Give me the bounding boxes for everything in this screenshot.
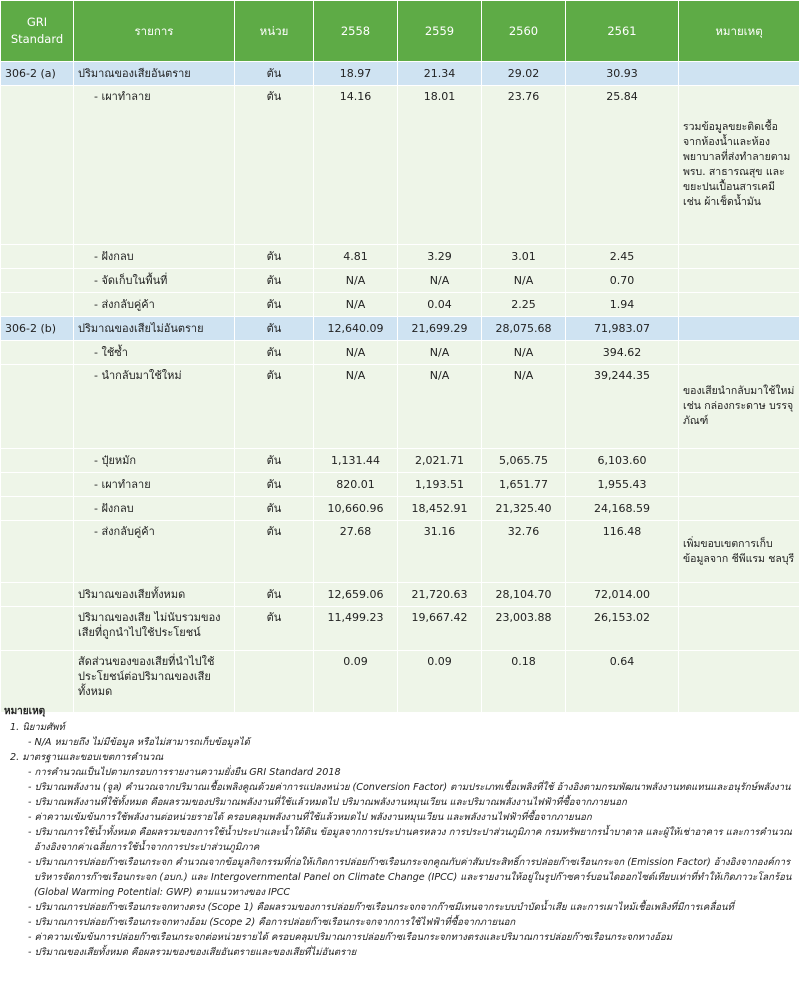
value-2558: N/A: [314, 269, 397, 292]
row-remark: [679, 583, 799, 606]
table-row: [1, 86, 799, 244]
table-row: [1, 497, 799, 520]
value-2558: 11,499.23: [314, 607, 397, 650]
row-unit: ตัน: [235, 607, 313, 650]
row-unit: ตัน: [235, 449, 313, 472]
table-row: [1, 293, 799, 316]
value-2559: 21.34: [398, 62, 481, 85]
row-unit: ตัน: [235, 317, 313, 340]
value-2561: 71,983.07: [566, 317, 678, 340]
row-unit: ตัน: [235, 497, 313, 520]
row-label: - ฝังกลบ: [74, 497, 234, 520]
value-2560: N/A: [482, 269, 565, 292]
header-gri-standard: GRI Standard: [1, 1, 73, 61]
footnote-item: - ปริมาณการปล่อยก๊าซเรือนกระจก คำนวณจากข้อมูลกิจกรรมที่ก่อให้เกิดการปล่อยก๊าซเรือนกระจกคูณกับค่าสัมประสิทธิ์การปล่อยก๊าซเรือนกระจก (Emission Factor) อ้างอิงจากองค์การบริหารจัดการก๊าซเรือนกระจก (อบก.) และ Intergovernmental Panel on Climate Change (IPCC) และรายงานให้อยู่ในรูปก๊าซคาร์บอนไดออกไซด์เทียบเท่าที่ทำให้เกิดภาวะโลกร้อน (Global Warming Potential: GWP) ตามแนวทางของ IPCC: [28, 857, 792, 898]
row-remark: [679, 449, 799, 472]
value-2560: 28,075.68: [482, 317, 565, 340]
row-remark: [679, 341, 799, 364]
header-2559: 2559: [398, 1, 481, 61]
row-label: - นำกลับมาใช้ใหม่: [74, 365, 234, 448]
value-2559: 19,667.42: [398, 607, 481, 650]
value-2558: 1,131.44: [314, 449, 397, 472]
row-label: ปริมาณของเสียทั้งหมด: [74, 583, 234, 606]
footnote-item: - ปริมาณพลังงาน (จูล) คำนวณจากปริมาณเชื้อเพลิงคูณด้วยค่าการแปลงหน่วย (Conversion Factor) ตามประเภทเชื้อเพลิงที่ใช้ อ้างอิงตามกรมพัฒนาพลังงานทดแทนและอนุรักษ์พลังงาน: [28, 782, 791, 793]
header-2560: 2560: [482, 1, 565, 61]
value-2558: 0.09: [314, 651, 397, 712]
value-2559: 21,699.29: [398, 317, 481, 340]
value-2559: N/A: [398, 269, 481, 292]
table-body: [1, 62, 799, 712]
value-2561: 1,955.43: [566, 473, 678, 496]
row-remark: [679, 497, 799, 520]
value-2561: 394.62: [566, 341, 678, 364]
row-unit: ตัน: [235, 62, 313, 85]
row-code: [1, 449, 73, 472]
row-label: - เผาทำลาย: [74, 86, 234, 244]
footnote-item: - N/A หมายถึง ไม่มีข้อมูล หรือไม่สามารถเก็บข้อมูลได้: [28, 737, 250, 748]
table-row: [1, 651, 799, 712]
footnotes-list: [4, 720, 796, 960]
value-2561: 24,168.59: [566, 497, 678, 520]
value-2558: 4.81: [314, 245, 397, 268]
row-unit: [235, 651, 313, 712]
value-2559: 1,193.51: [398, 473, 481, 496]
row-remark: [679, 62, 799, 85]
row-label: - ส่งกลับคู่ค้า: [74, 293, 234, 316]
row-code: [1, 583, 73, 606]
table-row: [1, 245, 799, 268]
footnote-item: - ปริมาณการปล่อยก๊าซเรือนกระจกทางอ้อม (Scope 2) คือการปล่อยก๊าซเรือนกระจกจากการใช้ไฟฟ้าที่ซื้อจากภายนอก: [28, 917, 516, 928]
table-row: [1, 365, 799, 448]
value-2559: 18,452.91: [398, 497, 481, 520]
row-remark: [679, 293, 799, 316]
row-remark: เพิ่มขอบเขตการเก็บข้อมูลจาก ชีพีแรม ชลบุรี: [679, 521, 799, 582]
row-label: ปริมาณของเสียไม่อันตราย: [74, 317, 234, 340]
footnote-item: - ค่าความเข้มข้นการใช้พลังงานต่อหน่วยรายได้ ครอบคลุมพลังงานที่ใช้แล้วหมดไป พลังงานหมุนเวียน และพลังงานไฟฟ้าที่ซื้อจากภายนอก: [28, 812, 592, 823]
row-label: สัดส่วนของของเสียที่นำไปใช้ประโยชน์ต่อปริมาณของเสียทั้งหมด: [74, 651, 234, 712]
row-remark: [679, 473, 799, 496]
header-2558: 2558: [314, 1, 397, 61]
value-2558: 14.16: [314, 86, 397, 244]
row-code: [1, 497, 73, 520]
table-row: [1, 449, 799, 472]
footnote-item: - ปริมาณของเสียทั้งหมด คือผลรวมของของเสียอันตรายและของเสียที่ไม่อันตราย: [28, 947, 357, 958]
value-2561: 72,014.00: [566, 583, 678, 606]
value-2559: 0.04: [398, 293, 481, 316]
value-2560: 23.76: [482, 86, 565, 244]
value-2560: 28,104.70: [482, 583, 565, 606]
value-2558: 12,659.06: [314, 583, 397, 606]
value-2560: 3.01: [482, 245, 565, 268]
value-2559: 3.29: [398, 245, 481, 268]
table-row: [1, 473, 799, 496]
value-2561: 1.94: [566, 293, 678, 316]
value-2559: 31.16: [398, 521, 481, 582]
row-code: 306-2 (b): [1, 317, 73, 340]
value-2559: N/A: [398, 365, 481, 448]
value-2559: N/A: [398, 341, 481, 364]
value-2561: 39,244.35: [566, 365, 678, 448]
row-remark: [679, 317, 799, 340]
value-2558: N/A: [314, 293, 397, 316]
value-2561: 2.45: [566, 245, 678, 268]
row-unit: ตัน: [235, 293, 313, 316]
footnote-item: - การคำนวณเป็นไปตามกรอบการรายงานความยั่งยืน GRI Standard 2018: [28, 767, 341, 778]
row-code: [1, 651, 73, 712]
row-unit: ตัน: [235, 341, 313, 364]
value-2561: 30.93: [566, 62, 678, 85]
value-2558: 10,660.96: [314, 497, 397, 520]
row-label: - ฝังกลบ: [74, 245, 234, 268]
row-code: [1, 293, 73, 316]
row-label: ปริมาณของเสีย ไม่นับรวมของเสียที่ถูกนำไปใช้ประโยชน์: [74, 607, 234, 650]
value-2560: N/A: [482, 365, 565, 448]
value-2558: N/A: [314, 365, 397, 448]
row-remark: [679, 607, 799, 650]
value-2558: 12,640.09: [314, 317, 397, 340]
row-label: - ส่งกลับคู่ค้า: [74, 521, 234, 582]
value-2560: 5,065.75: [482, 449, 565, 472]
row-code: [1, 341, 73, 364]
value-2559: 2,021.71: [398, 449, 481, 472]
value-2559: 0.09: [398, 651, 481, 712]
value-2560: 1,651.77: [482, 473, 565, 496]
row-remark: [679, 651, 799, 712]
table-row: [1, 607, 799, 650]
row-label: - ปุ๋ยหมัก: [74, 449, 234, 472]
table-row: [1, 521, 799, 582]
header-item: รายการ: [74, 1, 234, 61]
table-row: [1, 317, 799, 340]
row-unit: ตัน: [235, 269, 313, 292]
footnotes-title: หมายเหตุ: [4, 706, 46, 717]
table-row: [1, 583, 799, 606]
row-code: [1, 365, 73, 448]
value-2558: 820.01: [314, 473, 397, 496]
footnote-item: - ปริมาณพลังงานที่ใช้ทั้งหมด คือผลรวมของปริมาณพลังงานที่ใช้แล้วหมดไป ปริมาณพลังงานหมุนเวียน และปริมาณพลังงานไฟฟ้าที่ซื้อจากภายนอก: [28, 797, 627, 808]
value-2561: 0.64: [566, 651, 678, 712]
row-unit: ตัน: [235, 473, 313, 496]
value-2560: 32.76: [482, 521, 565, 582]
footnotes: [4, 704, 796, 960]
value-2560: 0.18: [482, 651, 565, 712]
row-label: - ใช้ซ้ำ: [74, 341, 234, 364]
value-2560: 21,325.40: [482, 497, 565, 520]
row-remark: รวมข้อมูลขยะติดเชื้อจากห้องน้ำและห้องพยาบาลที่ส่งทำลายตาม พรบ. สาธารณสุข และขยะปนเปื้อนสารเคมี เช่น ผ้าเช็ดน้ำมัน: [679, 86, 799, 244]
value-2558: N/A: [314, 341, 397, 364]
value-2560: N/A: [482, 341, 565, 364]
row-code: [1, 269, 73, 292]
value-2561: 0.70: [566, 269, 678, 292]
row-unit: ตัน: [235, 365, 313, 448]
table-row: [1, 62, 799, 85]
row-unit: ตัน: [235, 583, 313, 606]
value-2558: 27.68: [314, 521, 397, 582]
table-row: [1, 269, 799, 292]
footnote-item: - ปริมาณการปล่อยก๊าซเรือนกระจกทางตรง (Scope 1) คือผลรวมของการปล่อยก๊าซเรือนกระจกจากก๊าซมีเทนจากระบบบำบัดน้ำเสีย และการเผาไหม้เชื้อเพลิงที่มีการเคลื่อนที่: [28, 902, 734, 913]
row-code: [1, 473, 73, 496]
header-unit: หน่วย: [235, 1, 313, 61]
footnote-heading: 1. นิยามศัพท์: [10, 722, 65, 733]
row-remark: [679, 245, 799, 268]
row-unit: ตัน: [235, 86, 313, 244]
header-remark: หมายเหตุ: [679, 1, 799, 61]
footnote-heading: 2. มาตรฐานและขอบเขตการคำนวณ: [10, 752, 164, 763]
row-label: - จัดเก็บในพื้นที่: [74, 269, 234, 292]
row-remark: ของเสียนำกลับมาใช้ใหม่ เช่น กล่องกระดาษ บรรจุภัณฑ์: [679, 365, 799, 448]
value-2560: 2.25: [482, 293, 565, 316]
row-label: ปริมาณของเสียอันตราย: [74, 62, 234, 85]
row-label: - เผาทำลาย: [74, 473, 234, 496]
value-2560: 23,003.88: [482, 607, 565, 650]
value-2561: 6,103.60: [566, 449, 678, 472]
footnote-item: - ปริมาณการใช้น้ำทั้งหมด คือผลรวมของการใช้น้ำประปาและน้ำใต้ดิน ข้อมูลจากการประปานครหลวง การประปาส่วนภูมิภาค กรมทรัพยากรน้ำบาดาล และผู้ให้เช่าอาคาร และการคำนวณอ้างอิงจากค่าเฉลี่ยการใช้น้ำจากการประปาส่วนภูมิภาค: [28, 827, 792, 853]
table-header: [1, 1, 799, 61]
row-code: [1, 607, 73, 650]
row-code: [1, 245, 73, 268]
header-2561: 2561: [566, 1, 678, 61]
value-2561: 26,153.02: [566, 607, 678, 650]
row-remark: [679, 269, 799, 292]
row-code: [1, 86, 73, 244]
footnote-item: - ค่าความเข้มข้นการปล่อยก๊าซเรือนกระจกต่อหน่วยรายได้ ครอบคลุมปริมาณการปล่อยก๊าซเรือนกระจกทางตรงและปริมาณการปล่อยก๊าซเรือนกระจกทางอ้อม: [28, 932, 673, 943]
row-code: 306-2 (a): [1, 62, 73, 85]
value-2559: 21,720.63: [398, 583, 481, 606]
table-row: [1, 341, 799, 364]
row-unit: ตัน: [235, 521, 313, 582]
value-2561: 116.48: [566, 521, 678, 582]
value-2561: 25.84: [566, 86, 678, 244]
value-2560: 29.02: [482, 62, 565, 85]
row-unit: ตัน: [235, 245, 313, 268]
row-code: [1, 521, 73, 582]
value-2558: 18.97: [314, 62, 397, 85]
value-2559: 18.01: [398, 86, 481, 244]
